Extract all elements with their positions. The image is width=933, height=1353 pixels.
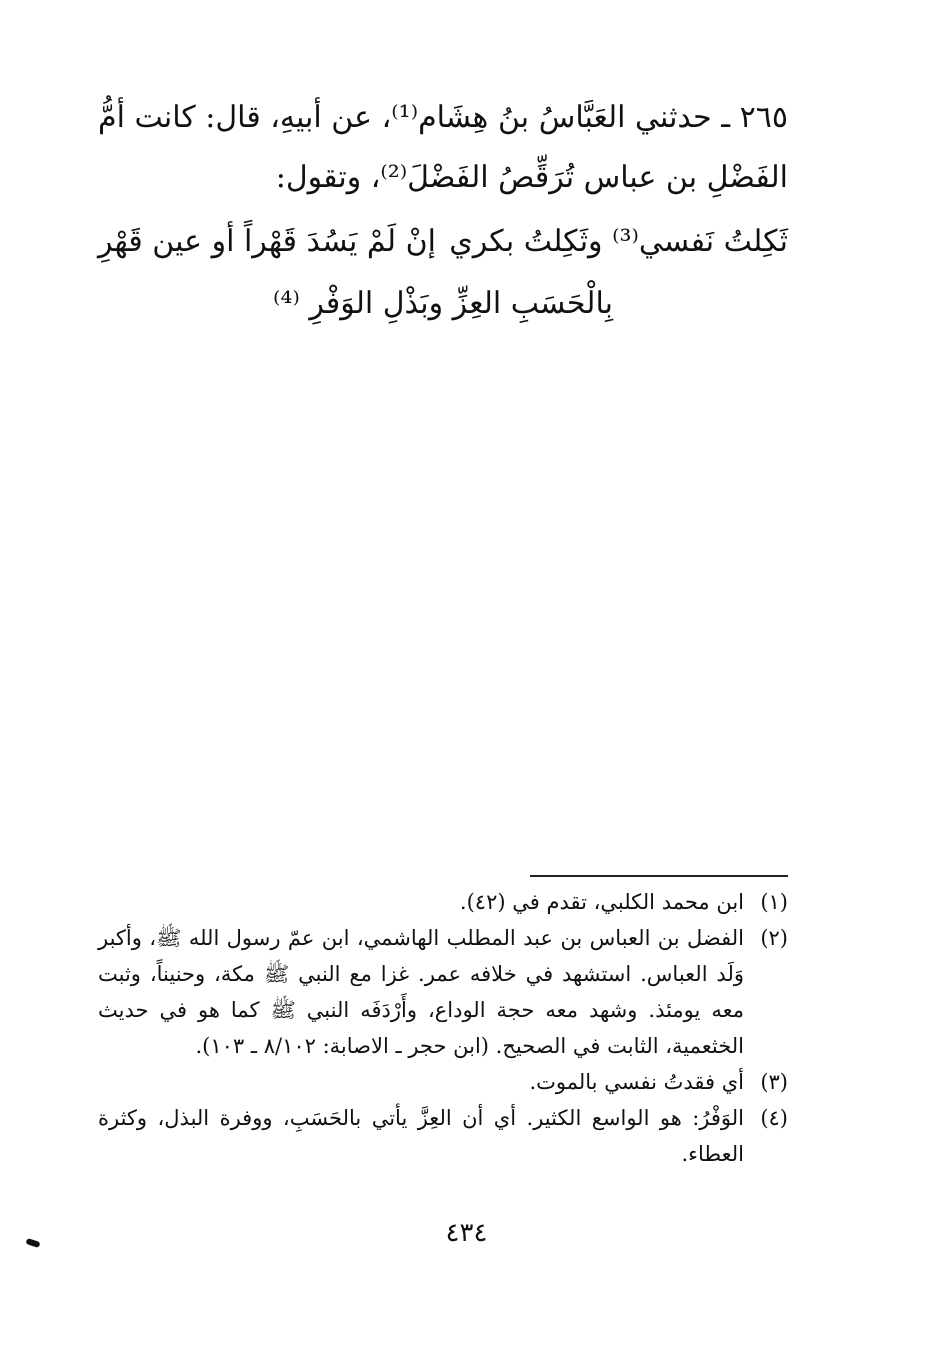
verse-first-line	[98, 212, 788, 272]
hadith-paragraph: ٢٦٥ ـ حدثني العَبَّاسُ بنُ هِشَام⁽¹⁾، عن أبيهِ، قال: كانت أمُّ الفَضْلِ بن عباس تُرَقِّصُ الفَضْلَ⁽²⁾، وتقول:	[98, 100, 788, 195]
footnote-3	[98, 1064, 788, 1100]
verse-hemistich-right: ثَكِلتُ نَفسي⁽³⁾ وثَكِلتُ بكري	[449, 224, 788, 259]
verse-second-line: بِالْحَسَبِ العِزِّ وبَذْلِ الوَفْرِ ⁽⁴⁾	[273, 286, 613, 321]
footnote-4	[98, 1100, 788, 1172]
footnote-number: (١)	[760, 890, 788, 914]
main-text	[98, 88, 788, 208]
footnotes	[98, 884, 788, 1172]
footnote-number: (٢)	[760, 926, 788, 950]
footnote-number: (٣)	[760, 1070, 788, 1094]
footnote-2	[98, 920, 788, 1064]
poem-verse	[98, 212, 788, 334]
footnote-text: الوَفْرُ: هو الواسع الكثير. أي أن العِزَّ يأتي بالحَسَبِ، ووفرة البذل، وكثرة العطاء.	[98, 1106, 744, 1166]
page-number: ٤٣٤	[445, 1218, 488, 1248]
footnote-number: (٤)	[760, 1106, 788, 1130]
footnote-text: ابن محمد الكلبي، تقدم في (٤٢).	[459, 890, 744, 914]
footnote-text: أي فقدتُ نفسي بالموت.	[529, 1070, 744, 1094]
verse-hemistich-left: إنْ لَمْ يَسُدَ قَهْراً أو عين قَهْرِ	[98, 224, 436, 259]
footnote-separator	[530, 875, 788, 877]
footnote-1	[98, 884, 788, 920]
footnote-text: الفضل بن العباس بن عبد المطلب الهاشمي، ابن عمّ رسول الله ﷺ، وأكبر وَلَد العباس. استشهد في خلافه عمر. غزا مع النبي ﷺ مكة، وحنيناً، وثبت معه يومئذ. وشهد معه حجة الوداع، وأَرْدَفَه النبي ﷺ كما هو في حديث الخثعمية، الثابت في الصحيح. (ابن حجر ـ الاصابة: ٨/١٠٢ ـ ١٠٣).	[98, 926, 744, 1058]
